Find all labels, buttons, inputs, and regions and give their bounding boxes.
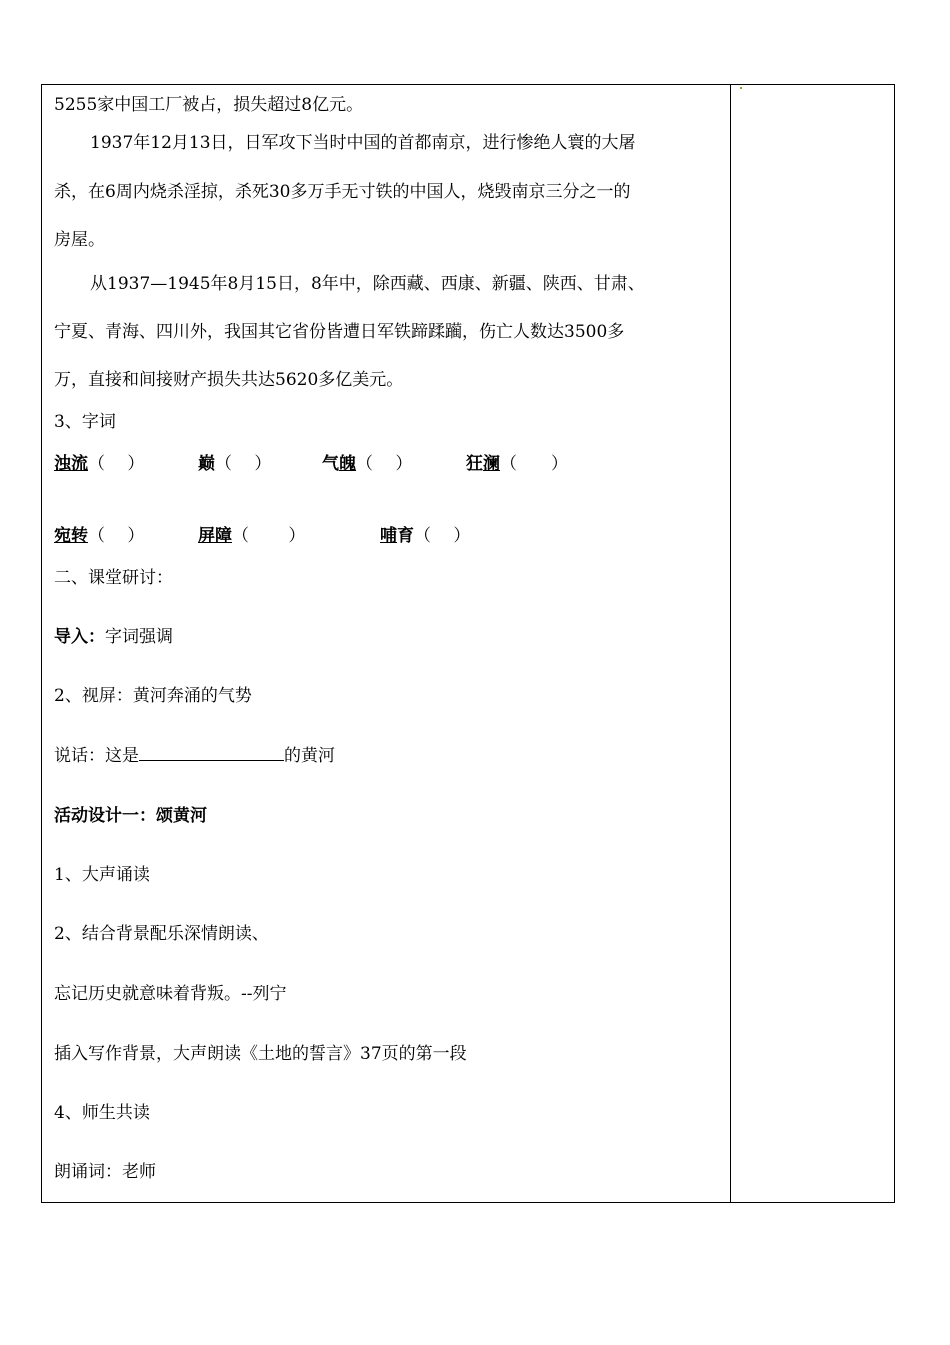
vocab-paren: （ ） — [356, 454, 413, 474]
item-video: 2、视屏：黄河奔涌的气势 — [54, 686, 252, 706]
vocab-word: 巅 — [198, 454, 215, 474]
vocab-paren: （ ） — [88, 526, 145, 546]
vocab-word: 浊流 — [54, 454, 88, 474]
activity-step-2: 2、结合背景配乐深情朗读、 — [54, 924, 269, 944]
vocab-word-underlined: 哺 — [380, 526, 397, 546]
vocab-word-plain: 气 — [322, 454, 339, 474]
intro-label: 导入： — [54, 627, 105, 647]
vocab-word-underlined: 魄 — [339, 454, 356, 474]
vocab-word-underlined: 澜 — [483, 454, 500, 474]
section-class-discussion: 二、课堂研讨： — [54, 568, 173, 588]
speak-prefix: 说话：这是 — [54, 746, 139, 766]
lesson-table — [41, 84, 895, 1203]
vocab-item-wanzhuan — [54, 525, 144, 547]
text-line-4: 房屋。 — [54, 230, 105, 250]
vocab-word-plain: 狂 — [466, 454, 483, 474]
insert-background-line: 插入写作背景，大声朗读《土地的誓言》37页的第一段 — [54, 1044, 467, 1064]
activity-step-4: 4、师生共读 — [54, 1103, 150, 1123]
vocab-item-zhuoliu — [54, 453, 144, 475]
section-vocab-heading: 3、字词 — [54, 412, 116, 432]
vocab-paren: （ ） — [500, 454, 568, 474]
vocab-paren: （ ） — [414, 526, 471, 546]
recite-line: 朗诵词：老师 — [54, 1162, 156, 1182]
vocab-item-qipo — [322, 453, 412, 475]
text-line-7: 万，直接和间接财产损失共达5620多亿美元。 — [54, 370, 404, 390]
text-line-5: 从1937—1945年8月15日，8年中，除西藏、西康、新疆、陕西、甘肃、 — [90, 274, 645, 294]
vocab-item-dian — [198, 453, 271, 475]
activity-step-1: 1、大声诵读 — [54, 865, 150, 885]
vocab-word-underlined: 屏障 — [198, 526, 232, 546]
activity-heading: 活动设计一：颂黄河 — [54, 806, 207, 826]
vocab-word-tail: 育 — [397, 526, 414, 546]
text-line-1: 5255家中国工厂被占，损失超过8亿元。 — [54, 95, 364, 115]
vocab-item-buyu — [380, 525, 470, 547]
text-line-2: 1937年12月13日，日军攻下当时中国的首都南京，进行惨绝人寰的大屠 — [90, 133, 636, 153]
vocab-paren: （ ） — [215, 454, 272, 474]
column-divider — [730, 85, 731, 1202]
vocab-word-underlined: 宛转 — [54, 526, 88, 546]
fill-blank — [139, 744, 284, 761]
speak-line — [54, 744, 335, 767]
intro-text: 字词强调 — [105, 627, 173, 647]
vocab-item-kuanglan — [466, 453, 568, 475]
quote-line: 忘记历史就意味着背叛。--列宁 — [54, 984, 287, 1004]
vocab-paren: （ ） — [88, 454, 145, 474]
vocab-item-pingzhang — [198, 525, 305, 547]
vocab-paren: （ ） — [232, 526, 306, 546]
text-line-6: 宁夏、青海、四川外，我国其它省份皆遭日军铁蹄蹂躏，伤亡人数达3500多 — [54, 322, 625, 342]
stray-mark — [740, 87, 742, 89]
text-line-3: 杀，在6周内烧杀淫掠，杀死30多万手无寸铁的中国人，烧毁南京三分之一的 — [54, 182, 631, 202]
speak-suffix: 的黄河 — [284, 746, 335, 766]
intro-line — [54, 626, 173, 648]
